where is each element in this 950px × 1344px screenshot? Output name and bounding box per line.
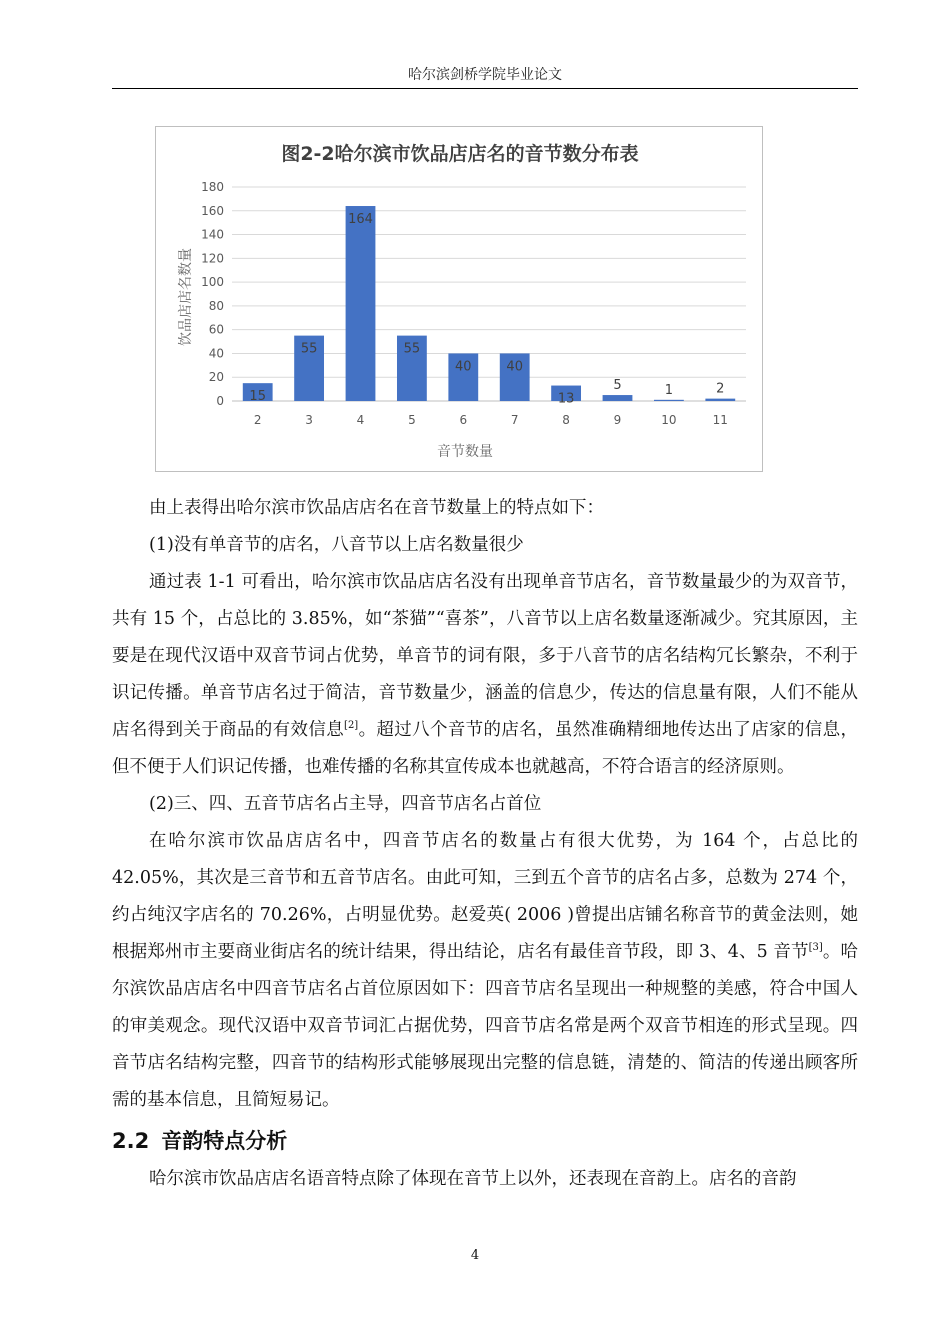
y-tick-labels <box>201 180 224 408</box>
subheading-2: (2)三、四、五音节店名占主导，四音节店名占首位 <box>149 794 542 814</box>
paragraph-text: 。哈尔滨饮品店店名中四音节店名占首位原因如下：四音节店名呈现出一种规整的美感，符合中国人的审美观念。现代汉语中双音节词汇占据优势，四音节店名常是两个双音节相连的形式呈现。四音节店名结构完整，四音节的结构形式能够展现出完整的信息链，清楚的、简洁的传递出顾客所需的基本信息，且简短易记。 <box>112 942 859 1110</box>
y-tick-label: 20 <box>208 370 224 385</box>
data-label: 13 <box>557 391 575 407</box>
x-tick-label: 11 <box>712 413 728 427</box>
y-tick-label: 60 <box>208 322 224 337</box>
paragraph-text: 。超过八个音节的店名，虽然准确精细地传达出了店家的信息，但不便于人们识记传播，也难传播的名称其宣传成本也就越高，不符合语言的经济原则。 <box>112 720 859 777</box>
y-tick-label: 100 <box>201 275 224 290</box>
bar <box>654 400 684 401</box>
header-rule <box>112 88 858 89</box>
paragraph: 由上表得出哈尔滨市饮品店店名在音节数量上的特点如下： <box>149 498 604 518</box>
y-tick-label: 180 <box>201 180 224 194</box>
body-text <box>112 490 858 1198</box>
x-tick-label: 2 <box>253 413 262 427</box>
section-number: 2.2 <box>112 1129 150 1153</box>
y-tick-label: 140 <box>201 227 224 242</box>
bar <box>346 206 376 401</box>
x-tick-label: 10 <box>661 413 677 427</box>
bar-chart <box>156 127 762 471</box>
y-tick-label: 80 <box>208 298 224 313</box>
data-label: 5 <box>613 378 622 394</box>
subheading-1: (1)没有单音节的店名，八音节以上店名数量很少 <box>149 535 524 555</box>
y-axis-label: 饮品店店名数量 <box>178 248 194 346</box>
bar <box>603 395 633 401</box>
y-tick-label: 120 <box>201 251 224 266</box>
paragraph <box>112 823 858 1119</box>
x-tick-label: 6 <box>459 413 468 427</box>
paragraph <box>112 564 858 786</box>
bar <box>705 399 735 401</box>
data-label: 15 <box>249 389 266 405</box>
paragraph-text: 在哈尔滨市饮品店店名中，四音节店名的数量占有很大优势，为 164 个，占总比的 42.05%，其次是三音节和五音节店名。由此可知，三到五个音节的店名占多，总数为 274 个，约占纯汉字店名的 70.26%，占明显优势。赵爱英( 2006 )曾提出店铺名称音节的黄金法则，她根据郑州市主要商业街店名的统计结果，得出结论，店名有最佳音节段，即 3、4、5 音节 <box>112 831 858 962</box>
x-axis-label: 音节数量 <box>437 444 493 460</box>
chart-bars <box>243 206 735 401</box>
x-tick-label: 4 <box>356 413 365 427</box>
y-tick-label: 40 <box>208 346 224 361</box>
section-title: 音韵特点分析 <box>161 1129 288 1153</box>
y-tick-label: 0 <box>216 394 224 408</box>
data-label: 55 <box>300 341 318 357</box>
x-tick-label: 8 <box>562 413 570 427</box>
y-tick-label: 160 <box>201 203 224 218</box>
citation-ref: [3] <box>808 942 823 954</box>
citation-ref: [2] <box>344 720 359 732</box>
data-label: 2 <box>716 381 725 397</box>
data-label: 164 <box>348 212 373 228</box>
page-number: 4 <box>470 1248 480 1263</box>
running-header: 哈尔滨剑桥学院毕业论文 <box>408 67 562 83</box>
paragraph-text: 通过表 1-1 可看出，哈尔滨市饮品店店名没有出现单音节店名，音节数量最少的为双音节，共有 15 个，占总比的 3.85%，如“茶猫”“喜茶”，八音节以上店名数量逐渐减少。究其原因，主要是在现代汉语中双音节词占优势，单音节的词有限，多于八音节的店名结构冗长繁杂，不利于识记传播。单音节店名过于简洁，音节数量少，涵盖的信息少，传达的信息量有限，人们不能从店名得到关于商品的有效信息 <box>112 572 858 740</box>
x-tick-label: 9 <box>613 413 622 427</box>
data-label: 55 <box>403 341 421 357</box>
data-label: 1 <box>664 382 674 398</box>
chart-title: 图2-2哈尔滨市饮品店店名的音节数分布表 <box>281 143 639 165</box>
data-label: 40 <box>506 359 523 375</box>
x-tick-label: 5 <box>408 413 416 427</box>
bar-chart-figure <box>155 126 763 472</box>
data-label: 40 <box>455 359 472 375</box>
section-heading <box>112 1121 858 1161</box>
x-tick-labels <box>254 413 728 427</box>
paragraph: 哈尔滨市饮品店店名语音特点除了体现在音节上以外，还表现在音韵上。店名的音韵 <box>149 1169 797 1189</box>
x-tick-label: 7 <box>510 413 519 427</box>
x-tick-label: 3 <box>305 413 313 427</box>
